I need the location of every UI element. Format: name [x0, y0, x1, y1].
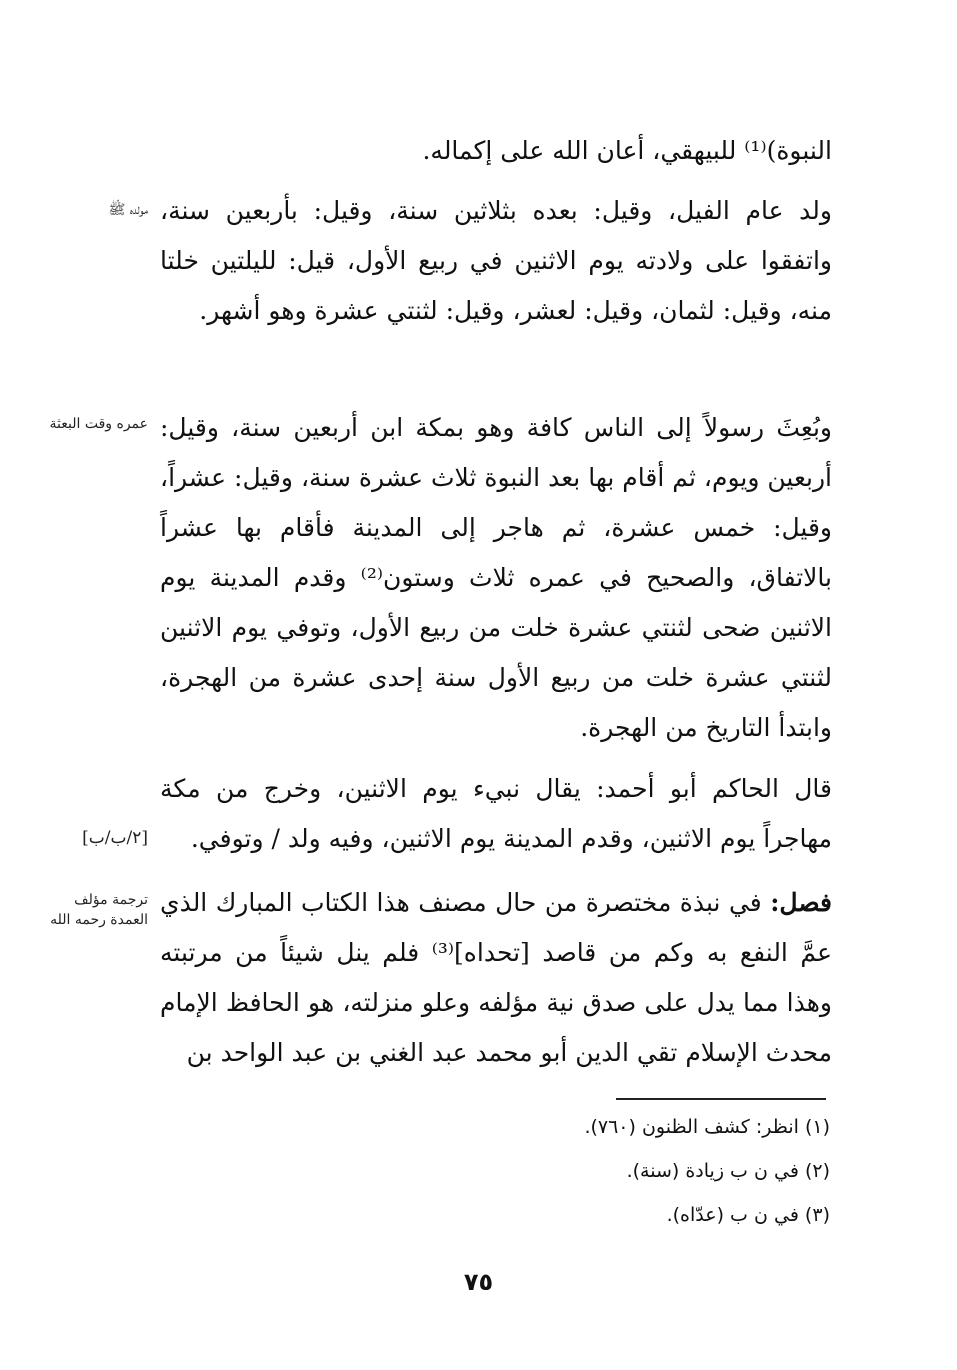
margin-note-folio-ref: [٢/ب/ب]: [82, 828, 148, 848]
footnote-divider: [616, 1098, 826, 1100]
page-number: ٧٥: [463, 1268, 494, 1296]
paragraph-author-section: [160, 878, 832, 1078]
section-body: في نبذة مختصرة من حال مصنف هذا الكتاب المبارك الذي عمَّ النفع به وكم من قاصد [تحداه]⁽³⁾ فلم ينل شيئاً من مرتبته وهذا مما يدل على صدق نية مؤلفه وعلو منزلته، هو الحافظ الإمام محدث الإسلام تقي الدين أبو محمد عبد الغني بن عبد الواحد بن: [160, 888, 832, 1067]
paragraph-hakim: قال الحاكم أبو أحمد: يقال نبيء يوم الاثنين، وخرج من مكة مهاجراً يوم الاثنين، وقدم المدينة يوم الاثنين، وفيه ولد / وتوفي.: [160, 774, 832, 853]
paragraph-birth: ولد عام الفيل، وقيل: بعده بثلاثين سنة، وقيل: بأربعين سنة، واتفقوا على ولادته يوم الاثنين في ربيع الأول، قيل: لليلتين خلتا منه، وقيل: لثمان، وقيل: لعشر، وقيل: لثنتي عشرة وهو أشهر.: [160, 196, 832, 325]
footnote-2: (٢) في ن ب زيادة (سنة).: [626, 1160, 830, 1182]
section-lead: فصل:: [770, 888, 832, 917]
footnote-3: (٣) في ن ب (عدّاه).: [666, 1204, 830, 1226]
margin-note-age: عمره وقت البعثة: [49, 416, 148, 432]
footnote-1: (١) انظر: كشف الظنون (٧٦٠).: [584, 1116, 830, 1138]
paragraph-continuation: النبوة)⁽¹⁾ للبيهقي، أعان الله على إكماله.: [422, 136, 832, 165]
margin-note-author: ترجمة مؤلف العمدة رحمه الله: [50, 892, 148, 928]
margin-note-birth: مولده ﷺ: [108, 202, 148, 218]
paragraph-prophethood: وبُعِثَ رسولاً إلى الناس كافة وهو بمكة ابن أربعين سنة، وقيل: أربعين ويوم، ثم أقام بها بعد النبوة ثلاث عشرة سنة، وقيل: عشراً، وقيل: خمس عشرة، ثم هاجر إلى المدينة فأقام بها عشراً بالاتفاق، والصحيح في عمره ثلاث وستون⁽²⁾ وقدم المدينة يوم الاثنين ضحى لثنتي عشرة خلت من ربيع الأول، وتوفي يوم الاثنين لثنتي عشرة خلت من ربيع الأول سنة إحدى عشرة من الهجرة، وابتدأ التاريخ من الهجرة.: [160, 413, 832, 742]
